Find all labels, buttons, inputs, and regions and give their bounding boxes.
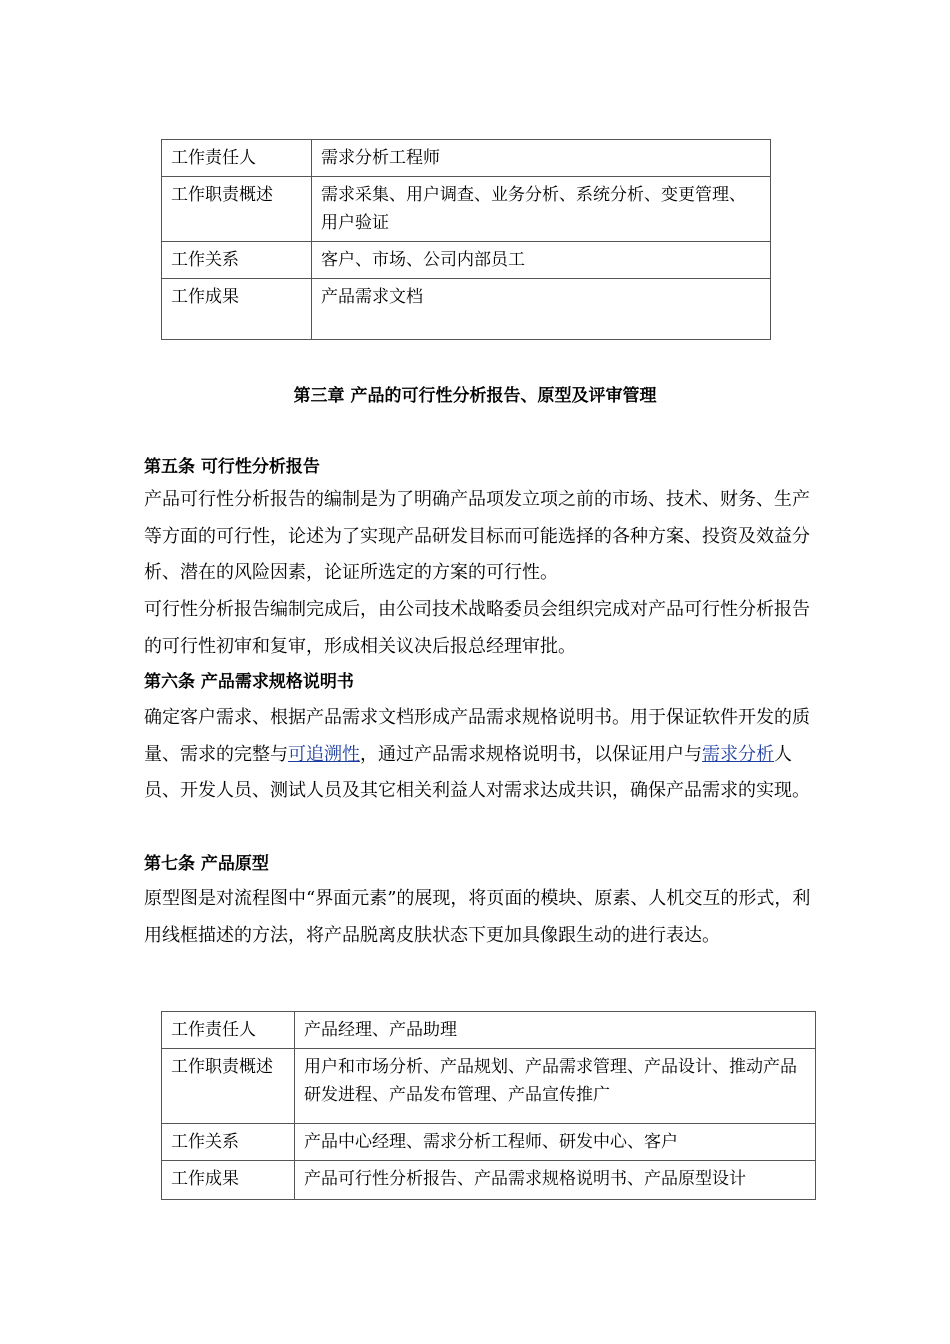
table-cell-label: 工作关系 (162, 1124, 295, 1161)
table-cell-value: 产品中心经理、需求分析工程师、研发中心、客户 (295, 1124, 816, 1161)
table-cell-label: 工作职责概述 (162, 1049, 295, 1124)
article-6-text-c: 人员、开发人员、测试人员及其它相关利益人对需求达成共识，确保产品需求的实现。 (144, 743, 810, 801)
responsibility-table-2 (161, 1011, 816, 1200)
requirements-analysis-link[interactable]: 需求分析 (702, 743, 774, 765)
traceability-link[interactable]: 可追溯性 (288, 743, 360, 765)
table-cell-label: 工作关系 (162, 242, 312, 279)
table-row (162, 177, 771, 242)
table-row (162, 1124, 816, 1161)
table-cell-label: 工作成果 (162, 279, 312, 340)
table-row (162, 1161, 816, 1200)
table-cell-value: 用户和市场分析、产品规划、产品需求管理、产品设计、推动产品研发进程、产品发布管理、产品宣传推广 (295, 1049, 816, 1124)
table-row (162, 1012, 816, 1049)
article-7-heading: 第七条 产品原型 (144, 854, 269, 874)
table-cell-label: 工作成果 (162, 1161, 295, 1200)
table-cell-value: 客户、市场、公司内部员工 (312, 242, 771, 279)
article-6-text-a: 确定客户需求、根据产品需求文档形成产品需求规格说明书。用于保证软件开发的质量、需求的完整与 (144, 707, 810, 765)
table-row (162, 242, 771, 279)
table-row (162, 140, 771, 177)
article-6-text-b: ，通过产品需求规格说明书，以保证用户与 (360, 743, 702, 765)
table-row (162, 1049, 816, 1124)
table-cell-value: 需求采集、用户调查、业务分析、系统分析、变更管理、用户验证 (312, 177, 771, 242)
table-row (162, 279, 771, 340)
table-cell-label: 工作责任人 (162, 1012, 295, 1049)
article-7-paragraph: 原型图是对流程图中“界面元素”的展现，将页面的模块、原素、人机交互的形式，利用线框描述的方法，将产品脱离皮肤状态下更加具像跟生动的进行表达。 (144, 888, 811, 946)
responsibility-table-1 (161, 139, 771, 340)
article-5-heading: 第五条 可行性分析报告 (144, 457, 320, 477)
article-5-paragraph-2: 可行性分析报告编制完成后，由公司技术战略委员会组织完成对产品可行性分析报告的可行性初审和复审，形成相关议决后报总经理审批。 (144, 599, 810, 657)
table-cell-label: 工作责任人 (162, 140, 312, 177)
chapter-title: 第三章 产品的可行性分析报告、原型及评审管理 (293, 386, 657, 406)
article-5-paragraph-1: 产品可行性分析报告的编制是为了明确产品项发立项之前的市场、技术、财务、生产等方面的可行性，论述为了实现产品研发目标而可能选择的各种方案、投资及效益分析、潜在的风险因素，论证所选定的方案的可行性。 (144, 489, 810, 583)
table-cell-label: 工作职责概述 (162, 177, 312, 242)
table-cell-value: 产品需求文档 (312, 279, 771, 340)
table-cell-value: 需求分析工程师 (312, 140, 771, 177)
article-6-paragraph (144, 700, 826, 810)
table-cell-value: 产品可行性分析报告、产品需求规格说明书、产品原型设计 (295, 1161, 816, 1200)
table-cell-value: 产品经理、产品助理 (295, 1012, 816, 1049)
article-6-heading: 第六条 产品需求规格说明书 (144, 672, 354, 692)
